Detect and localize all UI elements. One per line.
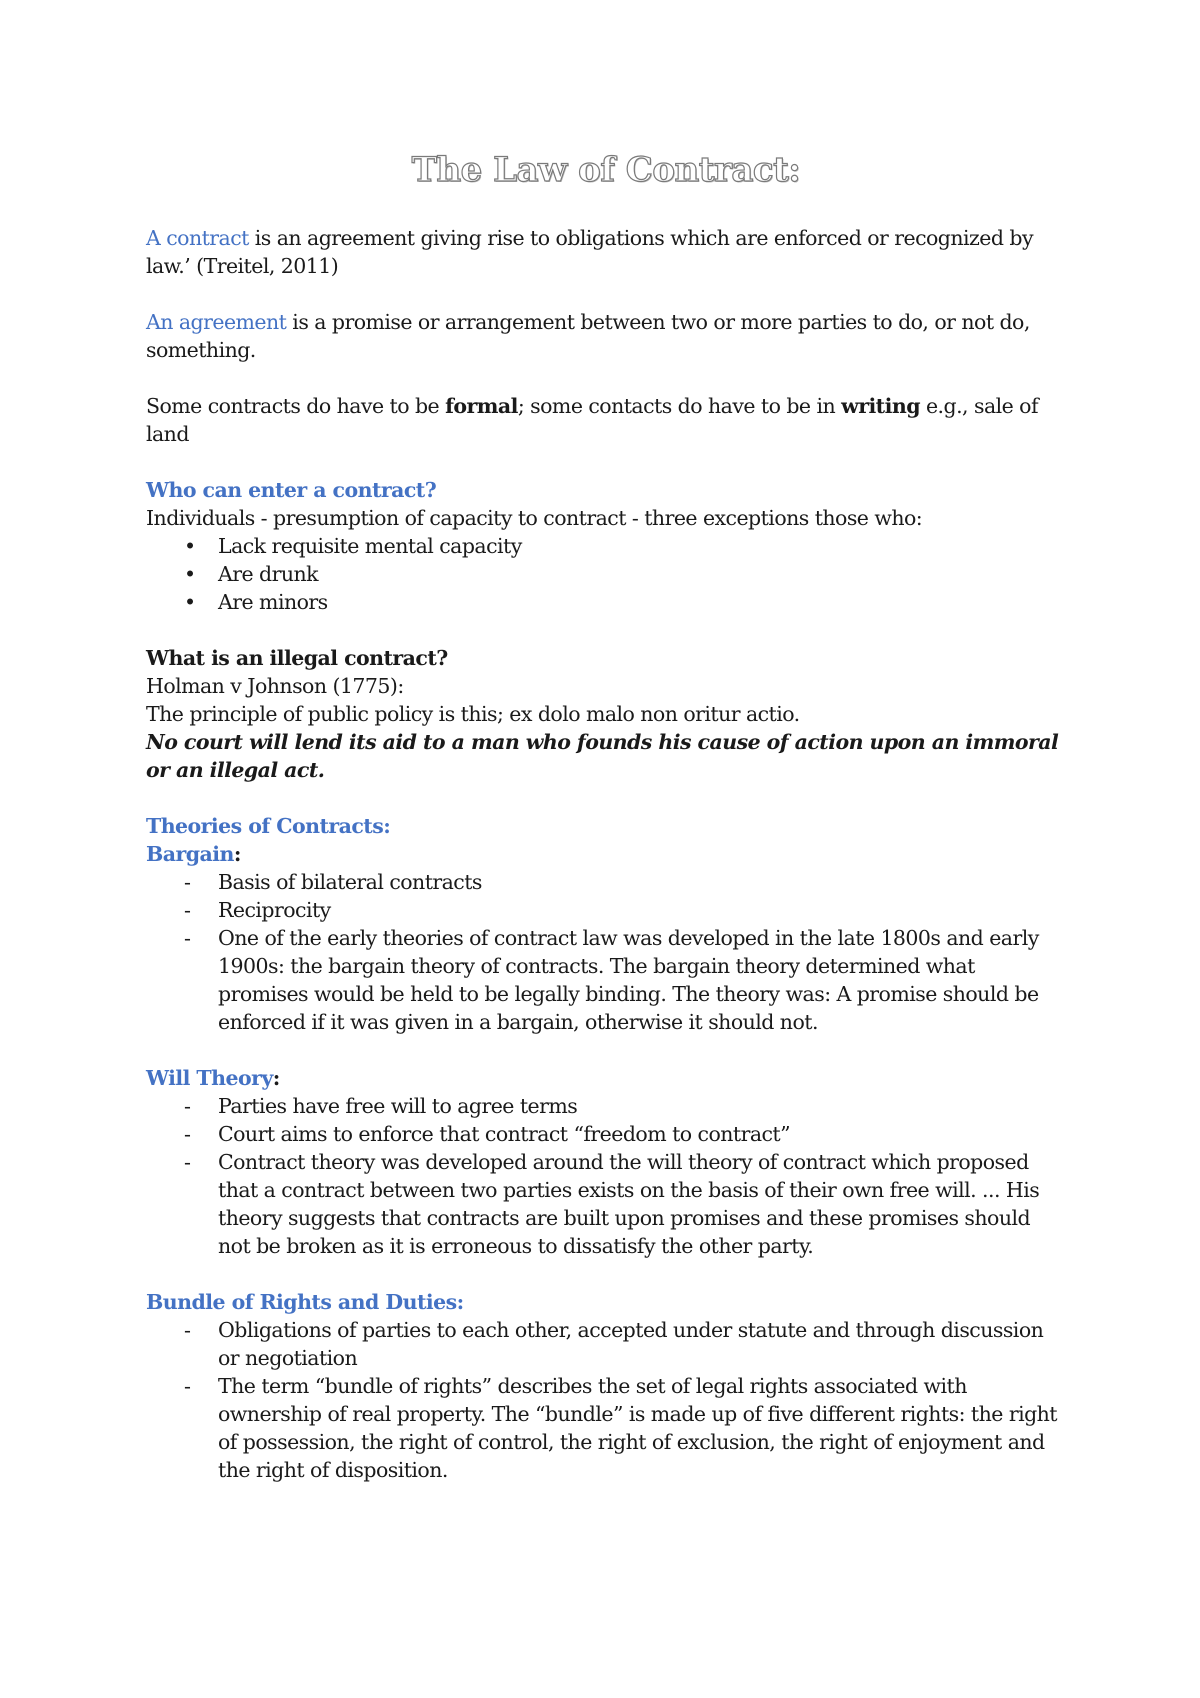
formal-text-2: ; some contacts do have to be in <box>517 394 842 418</box>
contract-definition-text: is an agreement giving rise to obligations which are enforced or recognized by law.’ (Treitel, 2011) <box>146 226 1034 278</box>
agreement-definition-text: is a promise or arrangement between two or more parties to do, or not do, something. <box>146 310 1030 362</box>
who-list <box>146 532 1066 616</box>
contract-definition <box>146 224 1066 280</box>
term-contract: A contract <box>146 226 249 250</box>
who-heading: Who can enter a contract? <box>146 478 437 502</box>
theories-heading: Theories of Contracts: <box>146 814 391 838</box>
bundle-heading: Bundle of Rights and Duties: <box>146 1290 464 1314</box>
bargain-heading: Bargain <box>146 842 234 866</box>
list-item: - Court aims to enforce that contract “freedom to contract” <box>146 1120 1066 1148</box>
formal-paragraph <box>146 392 1066 448</box>
list-item: - Basis of bilateral contracts <box>146 868 1066 896</box>
list-item: - One of the early theories of contract law was developed in the late 1800s and early 1900s: the bargain theory of contracts. The bargain theory determined what promises would be held to be legally binding. The theory was: A promise should be enforced if it was given in a bargain, otherwise it should not. <box>146 924 1066 1036</box>
illegal-heading: What is an illegal contract? <box>146 646 448 670</box>
document-title: The Law of Contract: <box>411 150 801 190</box>
list-item: - Contract theory was developed around the will theory of contract which proposed that a contract between two parties exists on the basis of their own free will. ... His theory suggests that contracts are built upon promises and these promises should not be broken as it is erroneous to dissatisfy the other party. <box>146 1148 1066 1260</box>
term-agreement: An agreement <box>146 310 287 334</box>
list-item: - Reciprocity <box>146 896 1066 924</box>
list-item: - The term “bundle of rights” describes the set of legal rights associated with ownership of real property. The “bundle” is made up of five different rights: the right of possession, the right of control, the right of exclusion, the right of enjoyment and the right of disposition. <box>146 1372 1066 1484</box>
list-item: - Obligations of parties to each other, accepted under statute and through discussion or negotiation <box>146 1316 1066 1372</box>
will-heading: Will Theory <box>146 1066 273 1090</box>
who-intro: Individuals - presumption of capacity to contract - three exceptions those who: <box>146 506 923 530</box>
bargain-heading-line <box>146 840 1066 868</box>
list-item: • Are drunk <box>146 560 1066 588</box>
illegal-quote: No court will lend its aid to a man who founds his cause of action upon an immoral or an illegal act. <box>146 730 1059 782</box>
will-heading-line <box>146 1064 1066 1092</box>
bargain-colon: : <box>233 842 241 866</box>
formal-bold: formal <box>445 394 518 418</box>
bundle-list <box>146 1316 1066 1484</box>
will-list <box>146 1092 1066 1260</box>
agreement-definition <box>146 308 1066 364</box>
formal-text-3: e.g., sale of land <box>146 394 1038 446</box>
document-page <box>146 150 1066 1484</box>
formal-text-1: Some contracts do have to be <box>146 394 446 418</box>
bargain-list <box>146 868 1066 1036</box>
list-item: - Parties have free will to agree terms <box>146 1092 1066 1120</box>
list-item: • Lack requisite mental capacity <box>146 532 1066 560</box>
writing-bold: writing <box>841 394 920 418</box>
list-item: • Are minors <box>146 588 1066 616</box>
illegal-principle: The principle of public policy is this; ex dolo malo non oritur actio. <box>146 702 800 726</box>
illegal-case: Holman v Johnson (1775): <box>146 674 404 698</box>
will-colon: : <box>272 1066 280 1090</box>
